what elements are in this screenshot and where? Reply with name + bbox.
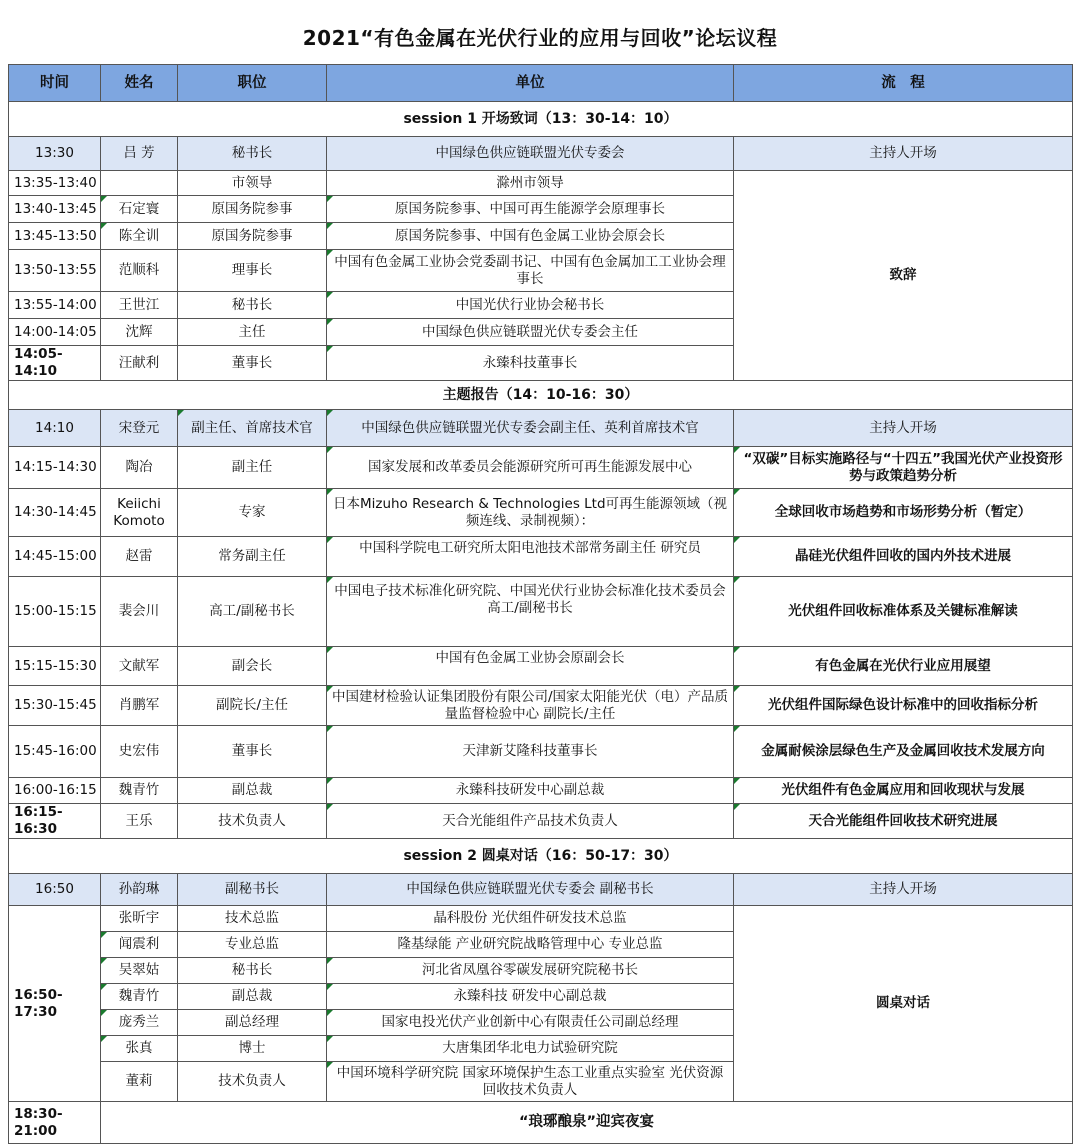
time-cell: 13:50-13:55: [9, 250, 101, 292]
name-cell: 庞秀兰: [101, 1010, 178, 1036]
position-cell: 技术负责人: [178, 804, 327, 839]
time-cell: 15:00-15:15: [9, 577, 101, 647]
time-cell: 16:50-17:30: [9, 906, 101, 1102]
position-cell: 副秘书长: [178, 874, 327, 906]
table-row: [9, 489, 1073, 537]
unit-cell: 国家电投光伏产业创新中心有限责任公司副总经理: [327, 1010, 734, 1036]
position-cell: 秘书长: [178, 292, 327, 319]
unit-cell: 日本Mizuho Research & Technologies Ltd可再生能源领域（视频连线、录制视频）：: [327, 489, 734, 537]
unit-cell: 原国务院参事、中国有色金属工业协会原会长: [327, 223, 734, 250]
header-time: 时间: [9, 65, 101, 102]
name-cell: 魏青竹: [101, 778, 178, 804]
name-cell: 陶冶: [101, 447, 178, 489]
name-cell: 裴会川: [101, 577, 178, 647]
time-cell: 16:00-16:15: [9, 778, 101, 804]
table-row: [9, 726, 1073, 778]
unit-cell: 中国科学院电工研究所太阳电池技术部常务副主任 研究员: [327, 537, 734, 577]
flow-cell: “双碳”目标实施路径与“十四五”我国光伏产业投资形势与政策趋势分析: [734, 447, 1073, 489]
position-cell: 理事长: [178, 250, 327, 292]
host-row: [9, 137, 1073, 171]
dinner-title: “琅琊酿泉”迎宾夜宴: [101, 1102, 1073, 1144]
flow-cell: 圆桌对话: [734, 906, 1073, 1102]
flow-cell: 全球回收市场趋势和市场形势分析（暂定）: [734, 489, 1073, 537]
section-title: 主题报告（14：10-16：30）: [9, 381, 1073, 410]
name-cell: 吕 芳: [101, 137, 178, 171]
unit-cell: 中国绿色供应链联盟光伏专委会 副秘书长: [327, 874, 734, 906]
name-cell: 文献军: [101, 647, 178, 686]
host-row: [9, 874, 1073, 906]
position-cell: 博士: [178, 1036, 327, 1062]
name-cell: 宋登元: [101, 410, 178, 447]
name-cell: 魏青竹: [101, 984, 178, 1010]
time-cell: 15:30-15:45: [9, 686, 101, 726]
name-cell: 张真: [101, 1036, 178, 1062]
time-cell: 13:30: [9, 137, 101, 171]
header-unit: 单位: [327, 65, 734, 102]
section-title: session 2 圆桌对话（16：50-17：30）: [9, 839, 1073, 874]
time-cell: 14:15-14:30: [9, 447, 101, 489]
flow-cell: 光伏组件国际绿色设计标准中的回收指标分析: [734, 686, 1073, 726]
position-cell: 副会长: [178, 647, 327, 686]
table-row: [9, 906, 1073, 932]
time-cell: 13:40-13:45: [9, 196, 101, 223]
time-cell: 16:15-16:30: [9, 804, 101, 839]
agenda-table: [8, 64, 1073, 1144]
position-cell: 秘书长: [178, 958, 327, 984]
name-cell: 石定寰: [101, 196, 178, 223]
position-cell: 副主任: [178, 447, 327, 489]
position-cell: 技术总监: [178, 906, 327, 932]
name-cell: 汪献利: [101, 346, 178, 381]
table-row: [9, 171, 1073, 196]
name-cell: 孙韵琳: [101, 874, 178, 906]
flow-cell: 主持人开场: [734, 410, 1073, 447]
time-cell: 15:45-16:00: [9, 726, 101, 778]
unit-cell: 中国绿色供应链联盟光伏专委会: [327, 137, 734, 171]
name-cell: 吴翠姑: [101, 958, 178, 984]
time-cell: 14:30-14:45: [9, 489, 101, 537]
header-flow: 流 程: [734, 65, 1073, 102]
name-cell: 闻震利: [101, 932, 178, 958]
unit-cell: 中国有色金属工业协会原副会长: [327, 647, 734, 686]
unit-cell: 中国电子技术标准化研究院、中国光伏行业协会标准化技术委员会 高工/副秘书长: [327, 577, 734, 647]
position-cell: 副总裁: [178, 778, 327, 804]
table-row: [9, 804, 1073, 839]
unit-cell: 中国光伏行业协会秘书长: [327, 292, 734, 319]
time-cell: 18:30-21:00: [9, 1102, 101, 1144]
position-cell: 原国务院参事: [178, 196, 327, 223]
header-name: 姓名: [101, 65, 178, 102]
dinner-row: [9, 1102, 1073, 1144]
position-cell: 董事长: [178, 726, 327, 778]
name-cell: [101, 171, 178, 196]
unit-cell: 国家发展和改革委员会能源研究所可再生能源发展中心: [327, 447, 734, 489]
table-row: [9, 778, 1073, 804]
unit-cell: 滁州市领导: [327, 171, 734, 196]
unit-cell: 永臻科技 研发中心副总裁: [327, 984, 734, 1010]
flow-cell: 光伏组件回收标准体系及关键标准解读: [734, 577, 1073, 647]
time-cell: 14:05-14:10: [9, 346, 101, 381]
table-row: [9, 686, 1073, 726]
flow-cell: 光伏组件有色金属应用和回收现状与发展: [734, 778, 1073, 804]
header-row: [9, 65, 1073, 102]
time-cell: 15:15-15:30: [9, 647, 101, 686]
name-cell: 董莉: [101, 1062, 178, 1102]
position-cell: 专业总监: [178, 932, 327, 958]
time-cell: 14:45-15:00: [9, 537, 101, 577]
position-cell: 主任: [178, 319, 327, 346]
position-cell: 秘书长: [178, 137, 327, 171]
name-cell: 沈辉: [101, 319, 178, 346]
position-cell: 副总经理: [178, 1010, 327, 1036]
position-cell: 高工/副秘书长: [178, 577, 327, 647]
unit-cell: 中国建材检验认证集团股份有限公司/国家太阳能光伏（电）产品质量监督检验中心 副院长/主任: [327, 686, 734, 726]
flow-cell: 主持人开场: [734, 874, 1073, 906]
position-cell: 原国务院参事: [178, 223, 327, 250]
table-row: [9, 577, 1073, 647]
time-cell: 13:35-13:40: [9, 171, 101, 196]
position-cell: 常务副主任: [178, 537, 327, 577]
name-cell: 范顺科: [101, 250, 178, 292]
name-cell: 王乐: [101, 804, 178, 839]
unit-cell: 天津新艾隆科技董事长: [327, 726, 734, 778]
flow-cell: 天合光能组件回收技术研究进展: [734, 804, 1073, 839]
time-cell: 13:55-14:00: [9, 292, 101, 319]
name-cell: 陈全训: [101, 223, 178, 250]
unit-cell: 晶科股份 光伏组件研发技术总监: [327, 906, 734, 932]
unit-cell: 中国有色金属工业协会党委副书记、中国有色金属加工工业协会理事长: [327, 250, 734, 292]
time-cell: 16:50: [9, 874, 101, 906]
position-cell: 董事长: [178, 346, 327, 381]
section-row: [9, 839, 1073, 874]
position-cell: 副总裁: [178, 984, 327, 1010]
table-row: [9, 647, 1073, 686]
flow-cell: 致辞: [734, 171, 1073, 381]
unit-cell: 永臻科技董事长: [327, 346, 734, 381]
unit-cell: 中国环境科学研究院 国家环境保护生态工业重点实验室 光伏资源回收技术负责人: [327, 1062, 734, 1102]
time-cell: 14:00-14:05: [9, 319, 101, 346]
time-cell: 14:10: [9, 410, 101, 447]
position-cell: 副主任、首席技术官: [178, 410, 327, 447]
unit-cell: 中国绿色供应链联盟光伏专委会主任: [327, 319, 734, 346]
section-row: [9, 102, 1073, 137]
position-cell: 专家: [178, 489, 327, 537]
unit-cell: 中国绿色供应链联盟光伏专委会副主任、英利首席技术官: [327, 410, 734, 447]
header-position: 职位: [178, 65, 327, 102]
time-cell: 13:45-13:50: [9, 223, 101, 250]
flow-cell: 有色金属在光伏行业应用展望: [734, 647, 1073, 686]
page-title: 2021“有色金属在光伏行业的应用与回收”论坛议程: [302, 26, 778, 50]
host-row: [9, 410, 1073, 447]
unit-cell: 原国务院参事、中国可再生能源学会原理事长: [327, 196, 734, 223]
name-cell: 王世江: [101, 292, 178, 319]
unit-cell: 大唐集团华北电力试验研究院: [327, 1036, 734, 1062]
position-cell: 副院长/主任: [178, 686, 327, 726]
section-row: [9, 381, 1073, 410]
unit-cell: 天合光能组件产品技术负责人: [327, 804, 734, 839]
section-title: session 1 开场致词（13：30-14：10）: [9, 102, 1073, 137]
name-cell: Keiichi Komoto: [101, 489, 178, 537]
flow-cell: 主持人开场: [734, 137, 1073, 171]
position-cell: 市领导: [178, 171, 327, 196]
flow-cell: 晶硅光伏组件回收的国内外技术进展: [734, 537, 1073, 577]
name-cell: 张昕宇: [101, 906, 178, 932]
unit-cell: 隆基绿能 产业研究院战略管理中心 专业总监: [327, 932, 734, 958]
name-cell: 史宏伟: [101, 726, 178, 778]
flow-cell: 金属耐候涂层绿色生产及金属回收技术发展方向: [734, 726, 1073, 778]
table-row: [9, 537, 1073, 577]
name-cell: 肖鹏军: [101, 686, 178, 726]
name-cell: 赵雷: [101, 537, 178, 577]
unit-cell: 河北省凤凰谷零碳发展研究院秘书长: [327, 958, 734, 984]
table-row: [9, 447, 1073, 489]
unit-cell: 永臻科技研发中心副总裁: [327, 778, 734, 804]
position-cell: 技术负责人: [178, 1062, 327, 1102]
